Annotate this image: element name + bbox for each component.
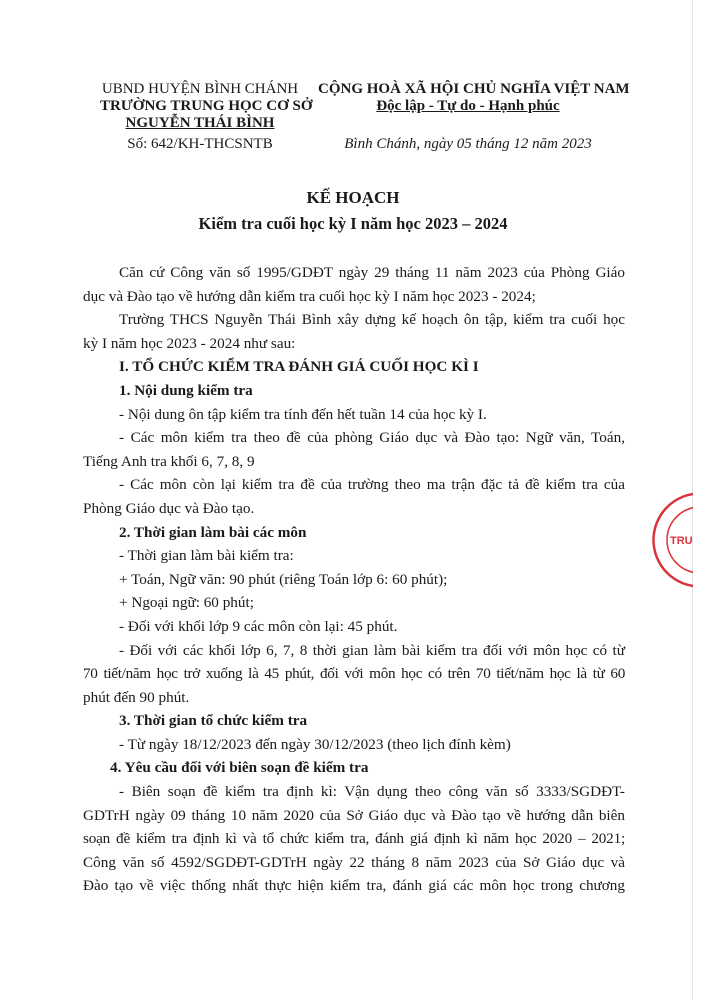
paragraph-line: soạn đề kiểm tra định kì và tổ chức kiểm tra, đánh giá định kì năm học 2020 – 2021;: [83, 830, 625, 848]
paragraph-line: - Biên soạn đề kiểm tra định kì: Vận dụng theo công văn số 3333/SGDĐT-: [119, 783, 625, 801]
national-motto: [318, 98, 618, 115]
paragraph-line: - Thời gian làm bài kiểm tra:: [119, 547, 294, 565]
subsection-heading: 2. Thời gian làm bài các môn: [119, 523, 307, 541]
paragraph-line: kỳ I năm học 2023 - 2024 như sau:: [83, 334, 296, 352]
school-name-text: NGUYỄN THÁI BÌNH: [125, 115, 275, 131]
document-subtitle: Kiểm tra cuối học kỳ I năm học 2023 – 2024: [198, 214, 508, 233]
paragraph-line: Đào tạo về việc thống nhất thực hiện kiểm tra, đánh giá các môn học trong chương: [83, 877, 625, 895]
subsection-heading: 1. Nội dung kiểm tra: [119, 381, 253, 399]
paragraph-line: - Các môn còn lại kiểm tra đề của trường theo ma trận đặc tả đề kiểm tra của: [119, 476, 625, 494]
paragraph-line: Căn cứ Công văn số 1995/GDĐT ngày 29 tháng 11 năm 2023 của Phòng Giáo: [119, 264, 625, 281]
stamp-text: TRU: [670, 535, 693, 547]
paragraph-line: GDTrH ngày 09 tháng 10 năm 2020 của Sở Giáo dục và Đào tạo về hướng dẫn biên: [83, 806, 625, 824]
paragraph-line: - Các môn kiểm tra theo đề của phòng Giáo dục và Đào tạo: Ngữ văn, Toán,: [119, 429, 625, 447]
paragraph-line: Trường THCS Nguyễn Thái Bình xây dựng kế hoạch ôn tập, kiểm tra cuối học: [119, 311, 625, 329]
national-motto-text: Độc lập - Tự do - Hạnh phúc: [376, 98, 560, 114]
paragraph-line: + Ngoại ngữ: 60 phút;: [119, 594, 254, 612]
official-stamp: [652, 492, 693, 588]
paragraph-line: 70 tiết/năm học trở xuống là 45 phút, đối với môn học có trên 70 tiết/năm học là từ 60: [83, 665, 625, 683]
national-title: CỘNG HOÀ XÃ HỘI CHỦ NGHĨA VIỆT NAM: [318, 81, 630, 97]
district-name: UBND HUYỆN BÌNH CHÁNH: [101, 81, 299, 97]
document-title: KẾ HOẠCH: [306, 188, 400, 207]
paragraph-line: Công văn số 4592/SGDĐT-GDTrH ngày 22 tháng 8 năm 2023 của Sở Giáo dục và: [83, 853, 625, 871]
school-name: [100, 115, 300, 132]
paragraph-line: dục và Đào tạo về hướng dẫn kiểm tra cuối học kỳ I năm học 2023 - 2024;: [83, 287, 536, 305]
paragraph-line: - Từ ngày 18/12/2023 đến ngày 30/12/2023 (theo lịch đính kèm): [119, 735, 511, 753]
paragraph-line: Phòng Giáo dục và Đào tạo.: [83, 499, 255, 517]
school-type: TRƯỜNG TRUNG HỌC CƠ SỞ: [100, 98, 313, 114]
paragraph-line: - Nội dung ôn tập kiểm tra tính đến hết tuần 14 của học kỳ I.: [119, 405, 487, 423]
section-heading: I. TỔ CHỨC KIỂM TRA ĐÁNH GIÁ CUỐI HỌC KÌ I: [119, 358, 479, 376]
document-number: Số: 642/KH-THCSNTB: [127, 136, 273, 152]
document-body: [83, 261, 625, 898]
paragraph-line: phút đến 90 phút.: [83, 688, 190, 706]
header-right: [318, 81, 630, 153]
document-date: Bình Chánh, ngày 05 tháng 12 năm 2023: [344, 136, 592, 152]
paragraph-line: + Toán, Ngữ văn: 90 phút (riêng Toán lớp 6: 60 phút);: [119, 570, 448, 588]
subsection-heading: 4. Yêu cầu đối với biên soạn đề kiểm tra: [110, 759, 369, 777]
paragraph-line: - Đối với các khối lớp 6, 7, 8 thời gian làm bài kiểm tra đối với môn học có từ: [119, 641, 625, 659]
paragraph-line: Tiếng Anh tra khối 6, 7, 8, 9: [83, 452, 255, 470]
subsection-heading: 3. Thời gian tổ chức kiểm tra: [119, 712, 308, 730]
header-left: [100, 81, 313, 153]
paragraph-line: - Đối với khối lớp 9 các môn còn lại: 45 phút.: [119, 617, 398, 635]
